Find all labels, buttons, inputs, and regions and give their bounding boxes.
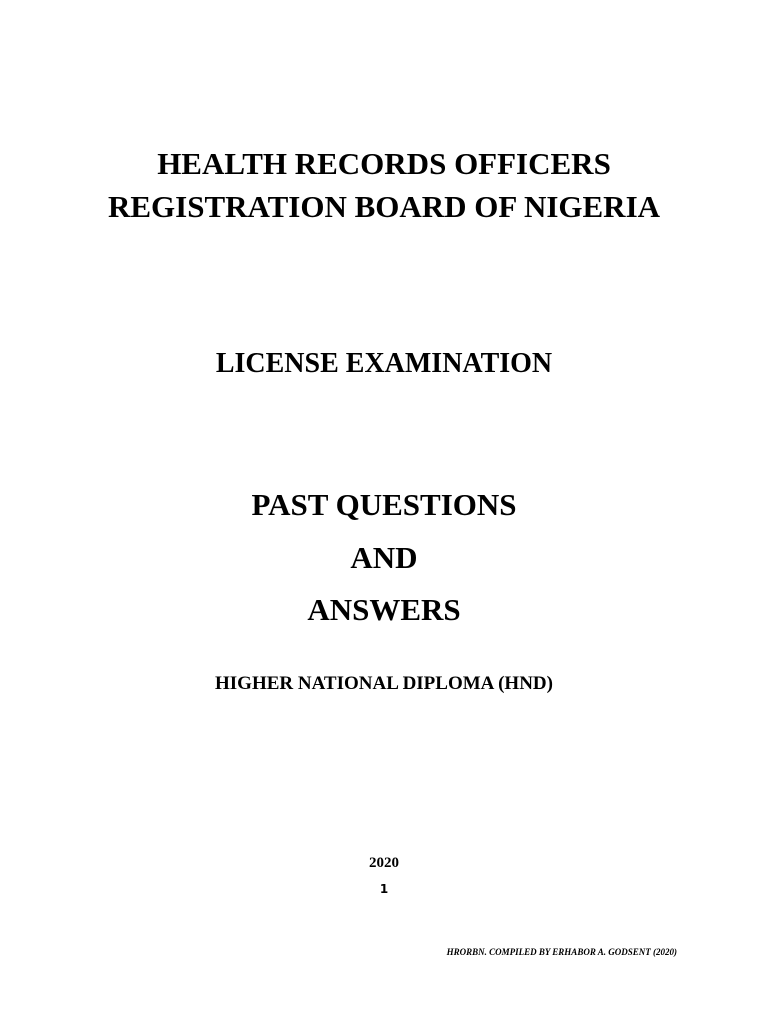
exam-subtitle: LICENSE EXAMINATION	[215, 348, 553, 379]
footer-credit: HRORBN. COMPILED BY ERHABOR A. GODSENT (2020)	[446, 947, 677, 957]
page-number: 1	[379, 882, 389, 896]
heading-and: AND	[350, 540, 418, 575]
title-line-1: HEALTH RECORDS OFFICERS	[157, 146, 611, 181]
heading-past-questions: PAST QUESTIONS	[251, 487, 517, 522]
programme-label: HIGHER NATIONAL DIPLOMA (HND)	[215, 673, 553, 694]
heading-answers: ANSWERS	[307, 592, 461, 627]
year-label: 2020	[369, 855, 399, 871]
title-line-2: REGISTRATION BOARD OF NIGERIA	[107, 189, 661, 224]
